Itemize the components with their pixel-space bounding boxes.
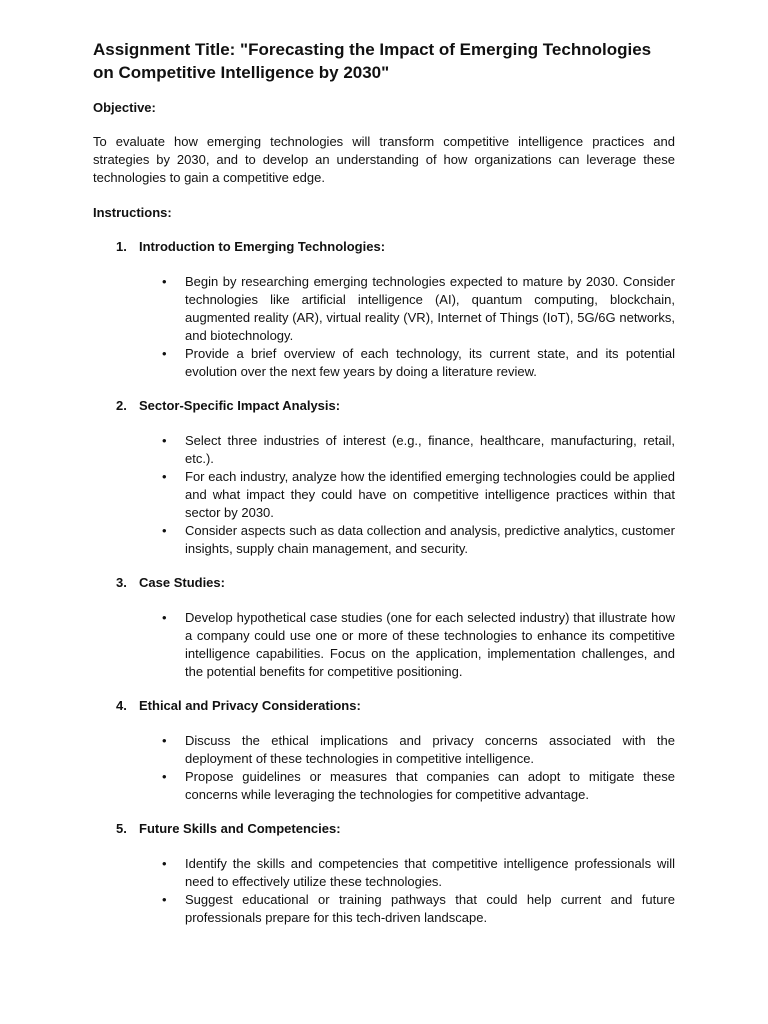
bullet-list (93, 855, 675, 927)
list-item (93, 345, 675, 381)
instruction-section (93, 574, 675, 681)
bullet-list (93, 432, 675, 558)
objective-heading: Objective: (93, 100, 156, 115)
list-item (93, 468, 675, 522)
section-heading (93, 820, 675, 838)
list-item-text: Suggest educational or training pathways that could help current and future professionals prepare for this tech-driven landscape. (185, 892, 675, 925)
list-item (93, 273, 675, 345)
list-item-text: Begin by researching emerging technologies expected to mature by 2030. Consider technologies like artificial intelligence (AI), quantum computing, blockchain, augmented reality (AR), virtual reality (VR), Internet of Things (IoT), 5G/6G networks, and biotechnology. (185, 274, 675, 343)
list-item-text: Propose guidelines or measures that companies can adopt to mitigate these concerns while leveraging the technologies for competitive advantage. (185, 769, 675, 802)
instruction-section (93, 238, 675, 381)
list-item-text: Provide a brief overview of each technology, its current state, and its potential evolution over the next few years by doing a literature review. (185, 346, 675, 379)
section-number: 5. (116, 821, 127, 836)
section-number: 4. (116, 698, 127, 713)
section-heading-text: Ethical and Privacy Considerations: (139, 698, 361, 713)
instruction-section (93, 397, 675, 558)
section-number: 3. (116, 575, 127, 590)
section-number: 1. (116, 239, 127, 254)
list-item (93, 855, 675, 891)
bullet-icon: • (162, 610, 167, 625)
bullet-icon: • (162, 274, 167, 289)
instruction-section (93, 697, 675, 804)
section-heading-text: Case Studies: (139, 575, 225, 590)
list-item (93, 432, 675, 468)
bullet-icon: • (162, 769, 167, 784)
section-heading (93, 238, 675, 256)
instruction-section (93, 820, 675, 927)
list-item-text: Identify the skills and competencies that competitive intelligence professionals will need to effectively utilize these technologies. (185, 856, 675, 889)
list-item (93, 522, 675, 558)
bullet-list (93, 609, 675, 681)
list-item (93, 891, 675, 927)
assignment-title: Assignment Title: "Forecasting the Impact of Emerging Technologies on Competitive Intelligence by 2030" (93, 40, 652, 82)
section-heading-text: Future Skills and Competencies: (139, 821, 341, 836)
instruction-sections (93, 238, 675, 927)
list-item (93, 609, 675, 681)
bullet-list (93, 732, 675, 804)
section-heading (93, 697, 675, 715)
list-item-text: Discuss the ethical implications and privacy concerns associated with the deployment of these technologies in competitive intelligence. (185, 733, 675, 766)
document-body (93, 38, 675, 943)
bullet-icon: • (162, 346, 167, 361)
bullet-icon: • (162, 523, 167, 538)
bullet-icon: • (162, 469, 167, 484)
section-number: 2. (116, 398, 127, 413)
objective-text: To evaluate how emerging technologies will transform competitive intelligence practices and strategies by 2030, and to develop an understanding of how organizations can leverage these technologies to gain a competitive edge. (93, 134, 675, 185)
list-item-text: For each industry, analyze how the identified emerging technologies could be applied and what impact they could have on competitive intelligence practices within that sector by 2030. (185, 469, 675, 520)
bullet-list (93, 273, 675, 381)
section-heading-text: Introduction to Emerging Technologies: (139, 239, 386, 254)
list-item (93, 768, 675, 804)
bullet-icon: • (162, 892, 167, 907)
list-item-text: Consider aspects such as data collection and analysis, predictive analytics, customer insights, supply chain management, and security. (185, 523, 675, 556)
section-heading (93, 574, 675, 592)
bullet-icon: • (162, 856, 167, 871)
section-heading (93, 397, 675, 415)
list-item-text: Select three industries of interest (e.g., finance, healthcare, manufacturing, retail, etc.). (185, 433, 675, 466)
instructions-heading: Instructions: (93, 205, 172, 220)
bullet-icon: • (162, 433, 167, 448)
bullet-icon: • (162, 733, 167, 748)
section-heading-text: Sector-Specific Impact Analysis: (139, 398, 341, 413)
list-item (93, 732, 675, 768)
list-item-text: Develop hypothetical case studies (one for each selected industry) that illustrate how a company could use one or more of these technologies to enhance its competitive intelligence capabilities. Focus on the application, implementation challenges, and the potential benefits for competitive positioning. (185, 610, 675, 679)
